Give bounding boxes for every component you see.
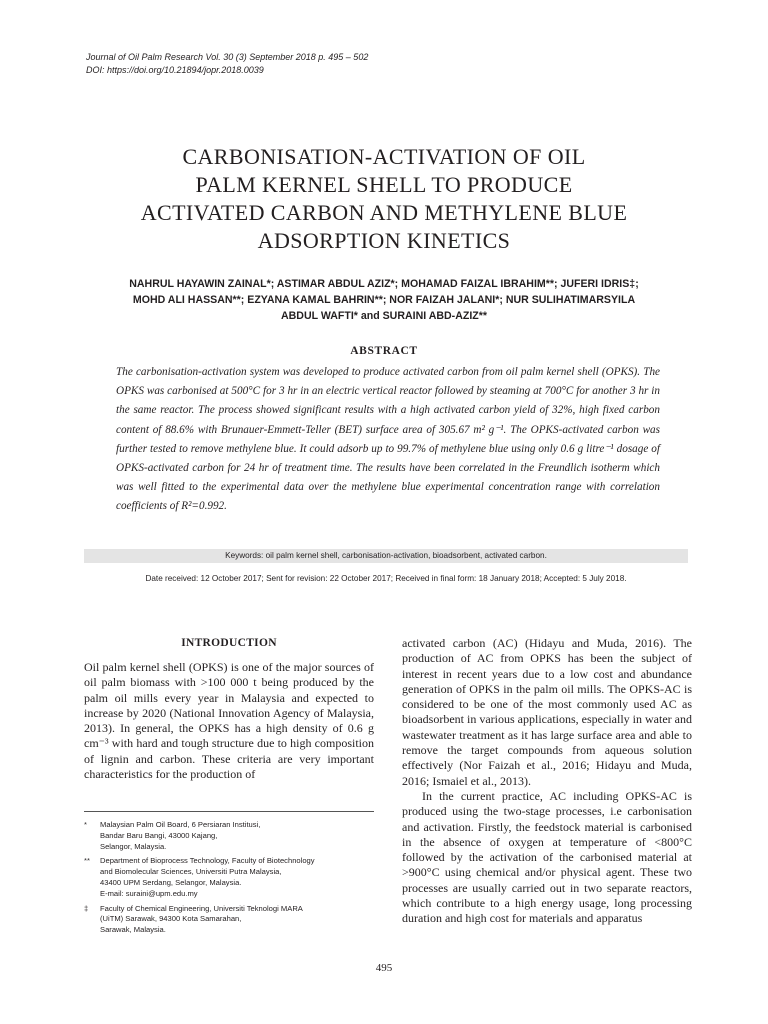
author-line: NAHRUL HAYAWIN ZAINAL*; ASTIMAR ABDUL AZIZ*; MOHAMAD FAIZAL IBRAHIM**; JUFERI IDRIS‡; (129, 278, 639, 290)
title-line: ACTIVATED CARBON AND METHYLENE BLUE (140, 200, 628, 225)
author-line: MOHD ALI HASSAN**; EZYANA KAMAL BAHRIN**; NOR FAIZAH JALANI*; NUR SULIHATIMARSYILA (132, 294, 636, 306)
footnote-line: Department of Bioprocess Technology, Faculty of Biotechnology (100, 856, 315, 866)
intro-paragraph-2: activated carbon (AC) (Hidayu and Muda, 2016). The production of AC from OPKS has been the subject of interest in recent years due to a low cost and abundance generation of OPKS in the palm oil mills. The OPKS-AC is considered to be one of the most commonly used AC as bioadsorbent in various applications, especially in water and wastewater treatment as it has large surface area and able to remove the target compounds from aqueous solution effectively (Nor Faizah et al., 2016; Hidayu and Muda, 2016; Ismaiel et al., 2013). (402, 636, 692, 788)
journal-header (86, 51, 368, 77)
footnote-line: and Biomolecular Sciences, Universiti Putra Malaysia, (100, 867, 282, 877)
title-line: CARBONISATION-ACTIVATION OF OIL (182, 144, 586, 169)
journal-citation: Journal of Oil Palm Research Vol. 30 (3) September 2018 p. 495 – 502 (86, 52, 369, 62)
author-line: ABDUL WAFTI* and SURAINI ABD-AZIZ** (281, 310, 487, 322)
intro-paragraph-1: Oil palm kernel shell (OPKS) is one of the major sources of oil palm biomass with >100 000 t being produced by the palm oil mills every year in Malaysia and expected to increase by 2020 (National Innovation Agency of Malaysia, 2013). In general, the OPKS has a high density of 0.6 g cm⁻³ with hard and tough structure due to high composition of lignin and carbon. These criteria are very important characteristics for the production of (84, 660, 374, 782)
right-column (402, 636, 692, 927)
affiliation-footnotes (84, 820, 374, 940)
footnote-email[interactable]: E-mail: suraini@upm.edu.my (100, 888, 198, 898)
title-line: ADSORPTION KINETICS (257, 228, 511, 253)
footnote-uitm (84, 904, 374, 936)
title-line: PALM KERNEL SHELL TO PRODUCE (195, 172, 573, 197)
paper-title (60, 143, 708, 255)
footnote-mpob (84, 820, 374, 852)
footnote-line: Bandar Baru Bangi, 43000 Kajang, (100, 830, 218, 840)
page-number: 495 (375, 962, 393, 974)
footnote-line: Malaysian Palm Oil Board, 6 Persiaran Institusi, (100, 820, 261, 829)
footnote-line: Selangor, Malaysia. (100, 841, 167, 851)
footnote-mark: ‡ (84, 903, 89, 913)
footnote-divider (84, 811, 374, 812)
introduction-heading: INTRODUCTION (181, 637, 277, 649)
submission-dates: Date received: 12 October 2017; Sent for revision: 22 October 2017; Received in final form: 18 January 2018; Accepted: 5 July 2018. (145, 574, 627, 583)
footnote-upm (84, 856, 374, 899)
keywords-bar: Keywords: oil palm kernel shell, carbonisation-activation, bioadsorbent, activated carbon. (84, 549, 688, 563)
left-column (84, 636, 374, 782)
doi-link[interactable]: DOI: https://doi.org/10.21894/jopr.2018.0039 (86, 65, 264, 75)
footnote-mark: * (84, 820, 87, 829)
intro-paragraph-3: In the current practice, AC including OPKS-AC is produced using the two-stage processes, i.e carbonisation and activation. Firstly, the feedstock material is carbonised in the absence of oxygen at temperature of <800°C followed by the activation of the carbonised material at >900°C using chemical and/or physical agent. These two processes are usually carried out in two separate reactors, which contribute to a high energy usage, long processing duration and high cost for materials and apparatus (402, 788, 692, 926)
footnote-mark: ** (84, 856, 90, 866)
footnote-line: Faculty of Chemical Engineering, Universiti Teknologi MARA (100, 903, 303, 913)
footnote-line: (UiTM) Sarawak, 94300 Kota Samarahan, (100, 914, 242, 924)
abstract-text: The carbonisation-activation system was developed to produce activated carbon from oil palm kernel shell (OPKS). The OPKS was carbonised at 500°C for 3 hr in an electric vertical reactor followed by steaming at 700°C for another 3 hr in the same reactor. The process showed significant results with a high activated carbon yield of 32%, high fixed carbon content of 88.6% with Brunauer-Emmett-Teller (BET) surface area of 305.67 m² g⁻¹. The OPKS-activated carbon was further tested to remove methylene blue. It could adsorb up to 99.7% of methylene blue using only 0.6 g litre⁻¹ dosage of OPKS-activated carbon for 24 hr of treatment time. The results have been correlated in the Freundlich isotherm which was well fitted to the experimental data over the methylene blue experimental concentration range with correlation coefficients of R²=0.992. (116, 366, 660, 513)
author-list (70, 276, 698, 324)
footnote-line: 43400 UPM Serdang, Selangor, Malaysia. (100, 877, 242, 887)
footnote-line: Sarawak, Malaysia. (100, 925, 166, 935)
abstract-heading: ABSTRACT (350, 345, 418, 357)
